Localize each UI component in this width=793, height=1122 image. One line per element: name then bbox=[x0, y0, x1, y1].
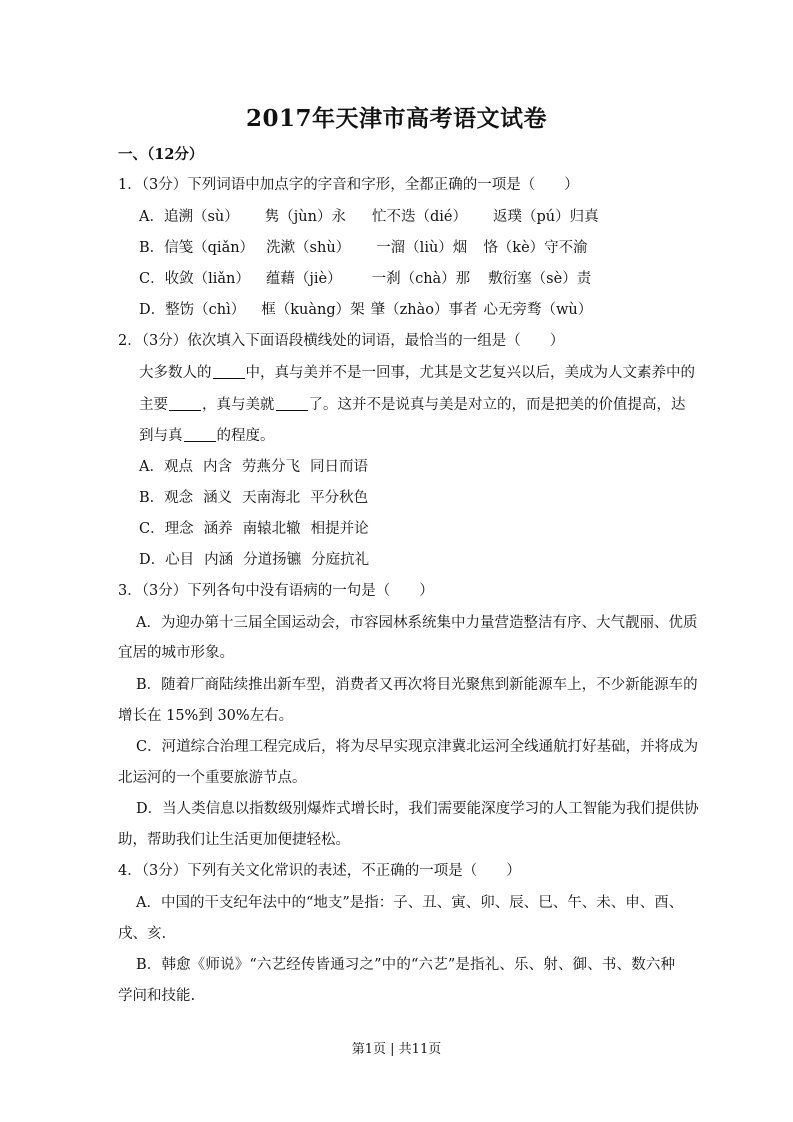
q3-option-d-line-2: 助，帮助我们让生活更加便捷轻松。 bbox=[118, 832, 350, 848]
q2-c-1: C．理念 bbox=[139, 521, 194, 537]
q2-d-3: 分道扬镳 bbox=[243, 552, 302, 568]
question-2-stem: 2．（3分）依次填入下面语段横线处的词语，最恰当的一组是（ ） bbox=[118, 333, 565, 349]
q2-passage-text: 主要 bbox=[139, 397, 168, 413]
q2-option-d bbox=[139, 551, 369, 569]
q4-option-b-line-2: 学问和技能. bbox=[118, 988, 196, 1004]
q1-b-3: 一溜（liù）烟 bbox=[376, 240, 468, 256]
fill-blank-3 bbox=[276, 396, 308, 411]
q2-option-b bbox=[139, 489, 368, 507]
q2-b-3: 天南海北 bbox=[242, 490, 301, 506]
q1-option-a bbox=[139, 208, 599, 226]
q2-b-4: 平分秋色 bbox=[310, 490, 369, 506]
q1-d-1: D．整饬（chì） bbox=[139, 302, 246, 318]
q2-option-c bbox=[139, 520, 369, 538]
q2-passage-line-1 bbox=[139, 364, 695, 382]
q1-option-c bbox=[139, 270, 591, 288]
q1-d-3: 肇（zhào）事者 bbox=[370, 302, 478, 318]
question-3-stem: 3．（3分）下列各句中没有语病的一句是（ ） bbox=[118, 583, 434, 599]
q1-c-2: 蕴藉（jiè） bbox=[265, 271, 342, 287]
q1-a-4: 返璞（pú）归真 bbox=[492, 209, 599, 225]
q3-option-a-line-2: 宜居的城市形象。 bbox=[118, 645, 234, 661]
q2-passage-text: 大多数人的 bbox=[139, 365, 212, 381]
q1-b-1: B．信笺（qiǎn） bbox=[139, 240, 255, 256]
q1-a-2: 隽（jùn）永 bbox=[264, 209, 346, 225]
q1-b-2: 洗漱（shù） bbox=[266, 240, 351, 256]
q2-d-4: 分庭抗礼 bbox=[311, 552, 370, 568]
q3-option-c-line-1: C．河道综合治理工程完成后，将为尽早实现京津冀北运河全线通航打好基础，并将成为 bbox=[136, 739, 699, 755]
q1-b-4: 恪（kè）守不渝 bbox=[483, 240, 588, 256]
q1-c-4: 敷衍塞（sè）责 bbox=[488, 271, 592, 287]
q2-passage-text: 的程度。 bbox=[216, 428, 275, 444]
q2-b-1: B．观念 bbox=[139, 490, 194, 506]
q1-option-d bbox=[139, 301, 592, 319]
question-4-stem: 4．（3分）下列有关文化常识的表述，不正确的一项是（ ） bbox=[118, 863, 521, 879]
q2-option-a bbox=[139, 458, 368, 476]
q1-c-3: 一刹（chà）那 bbox=[371, 271, 471, 287]
q3-option-c-line-2: 北运河的一个重要旅游节点。 bbox=[118, 770, 307, 786]
q2-passage-line-3 bbox=[139, 427, 275, 445]
q3-option-b-line-1: B．随着厂商陆续推出新车型，消费者又再次将目光聚焦到新能源车上，不少新能源车的 bbox=[136, 677, 698, 693]
fill-blank-4 bbox=[184, 427, 216, 442]
page-title: 2017年天津市高考语文试卷 bbox=[245, 105, 547, 132]
q2-a-1: A．观点 bbox=[139, 459, 193, 475]
q2-d-1: D．心目 bbox=[139, 552, 195, 568]
page-footer: 第1页 | 共11页 bbox=[351, 1042, 442, 1057]
q2-a-3: 劳燕分飞 bbox=[241, 459, 300, 475]
q4-option-a-line-1: A．中国的干支纪年法中的“地支”是指：子、丑、寅、卯、辰、巳、午、未、申、酉、 bbox=[136, 895, 684, 911]
q2-d-2: 内涵 bbox=[204, 552, 234, 568]
fill-blank-1 bbox=[213, 364, 245, 379]
fill-blank-2 bbox=[169, 396, 201, 411]
q3-option-d-line-1: D．当人类信息以指数级别爆炸式增长时，我们需要能深度学习的人工智能为我们提供协 bbox=[136, 801, 699, 817]
q2-passage-text: ，真与美就 bbox=[202, 397, 275, 413]
q2-a-2: 内含 bbox=[202, 459, 232, 475]
q2-passage-text: 了。这并不是说真与美是对立的，而是把美的价值提高，达 bbox=[308, 397, 686, 413]
question-1-stem: 1．（3分）下列词语中加点字的字音和字形，全都正确的一项是（ ） bbox=[118, 177, 579, 193]
q2-c-4: 相提并论 bbox=[310, 521, 369, 537]
q1-d-4: 心无旁骛（wù） bbox=[483, 302, 593, 318]
q1-d-2: 框（kuàng）架 bbox=[261, 302, 365, 318]
q1-option-b bbox=[139, 239, 588, 257]
q4-option-a-line-2: 戌、亥. bbox=[118, 926, 167, 942]
q2-c-3: 南辕北辙 bbox=[242, 521, 301, 537]
q2-passage-text: 到与真 bbox=[139, 428, 183, 444]
q3-option-a-line-1: A．为迎办第十三届全国运动会，市容园林系统集中力量营造整洁有序、大气靓丽、优质 bbox=[136, 615, 698, 631]
q1-c-1: C．收敛（liǎn） bbox=[139, 271, 250, 287]
section-heading: 一、（12分） bbox=[118, 146, 204, 163]
q2-c-2: 涵养 bbox=[203, 521, 233, 537]
q1-a-1: A．追溯（sù） bbox=[139, 209, 239, 225]
q2-passage-line-2 bbox=[139, 396, 686, 414]
q1-a-3: 忙不迭（dié） bbox=[371, 209, 467, 225]
q4-option-b-line-1: B．韩愈《师说》“六艺经传皆通习之”中的“六艺”是指礼、乐、射、御、书、数六种 bbox=[136, 957, 675, 973]
q2-a-4: 同日而语 bbox=[309, 459, 368, 475]
q2-b-2: 涵义 bbox=[203, 490, 233, 506]
q2-passage-text: 中，真与美并不是一回事，尤其是文艺复兴以后，美成为人文素养中的 bbox=[245, 365, 695, 381]
q3-option-b-line-2: 增长在 15%到 30%左右。 bbox=[118, 708, 294, 724]
